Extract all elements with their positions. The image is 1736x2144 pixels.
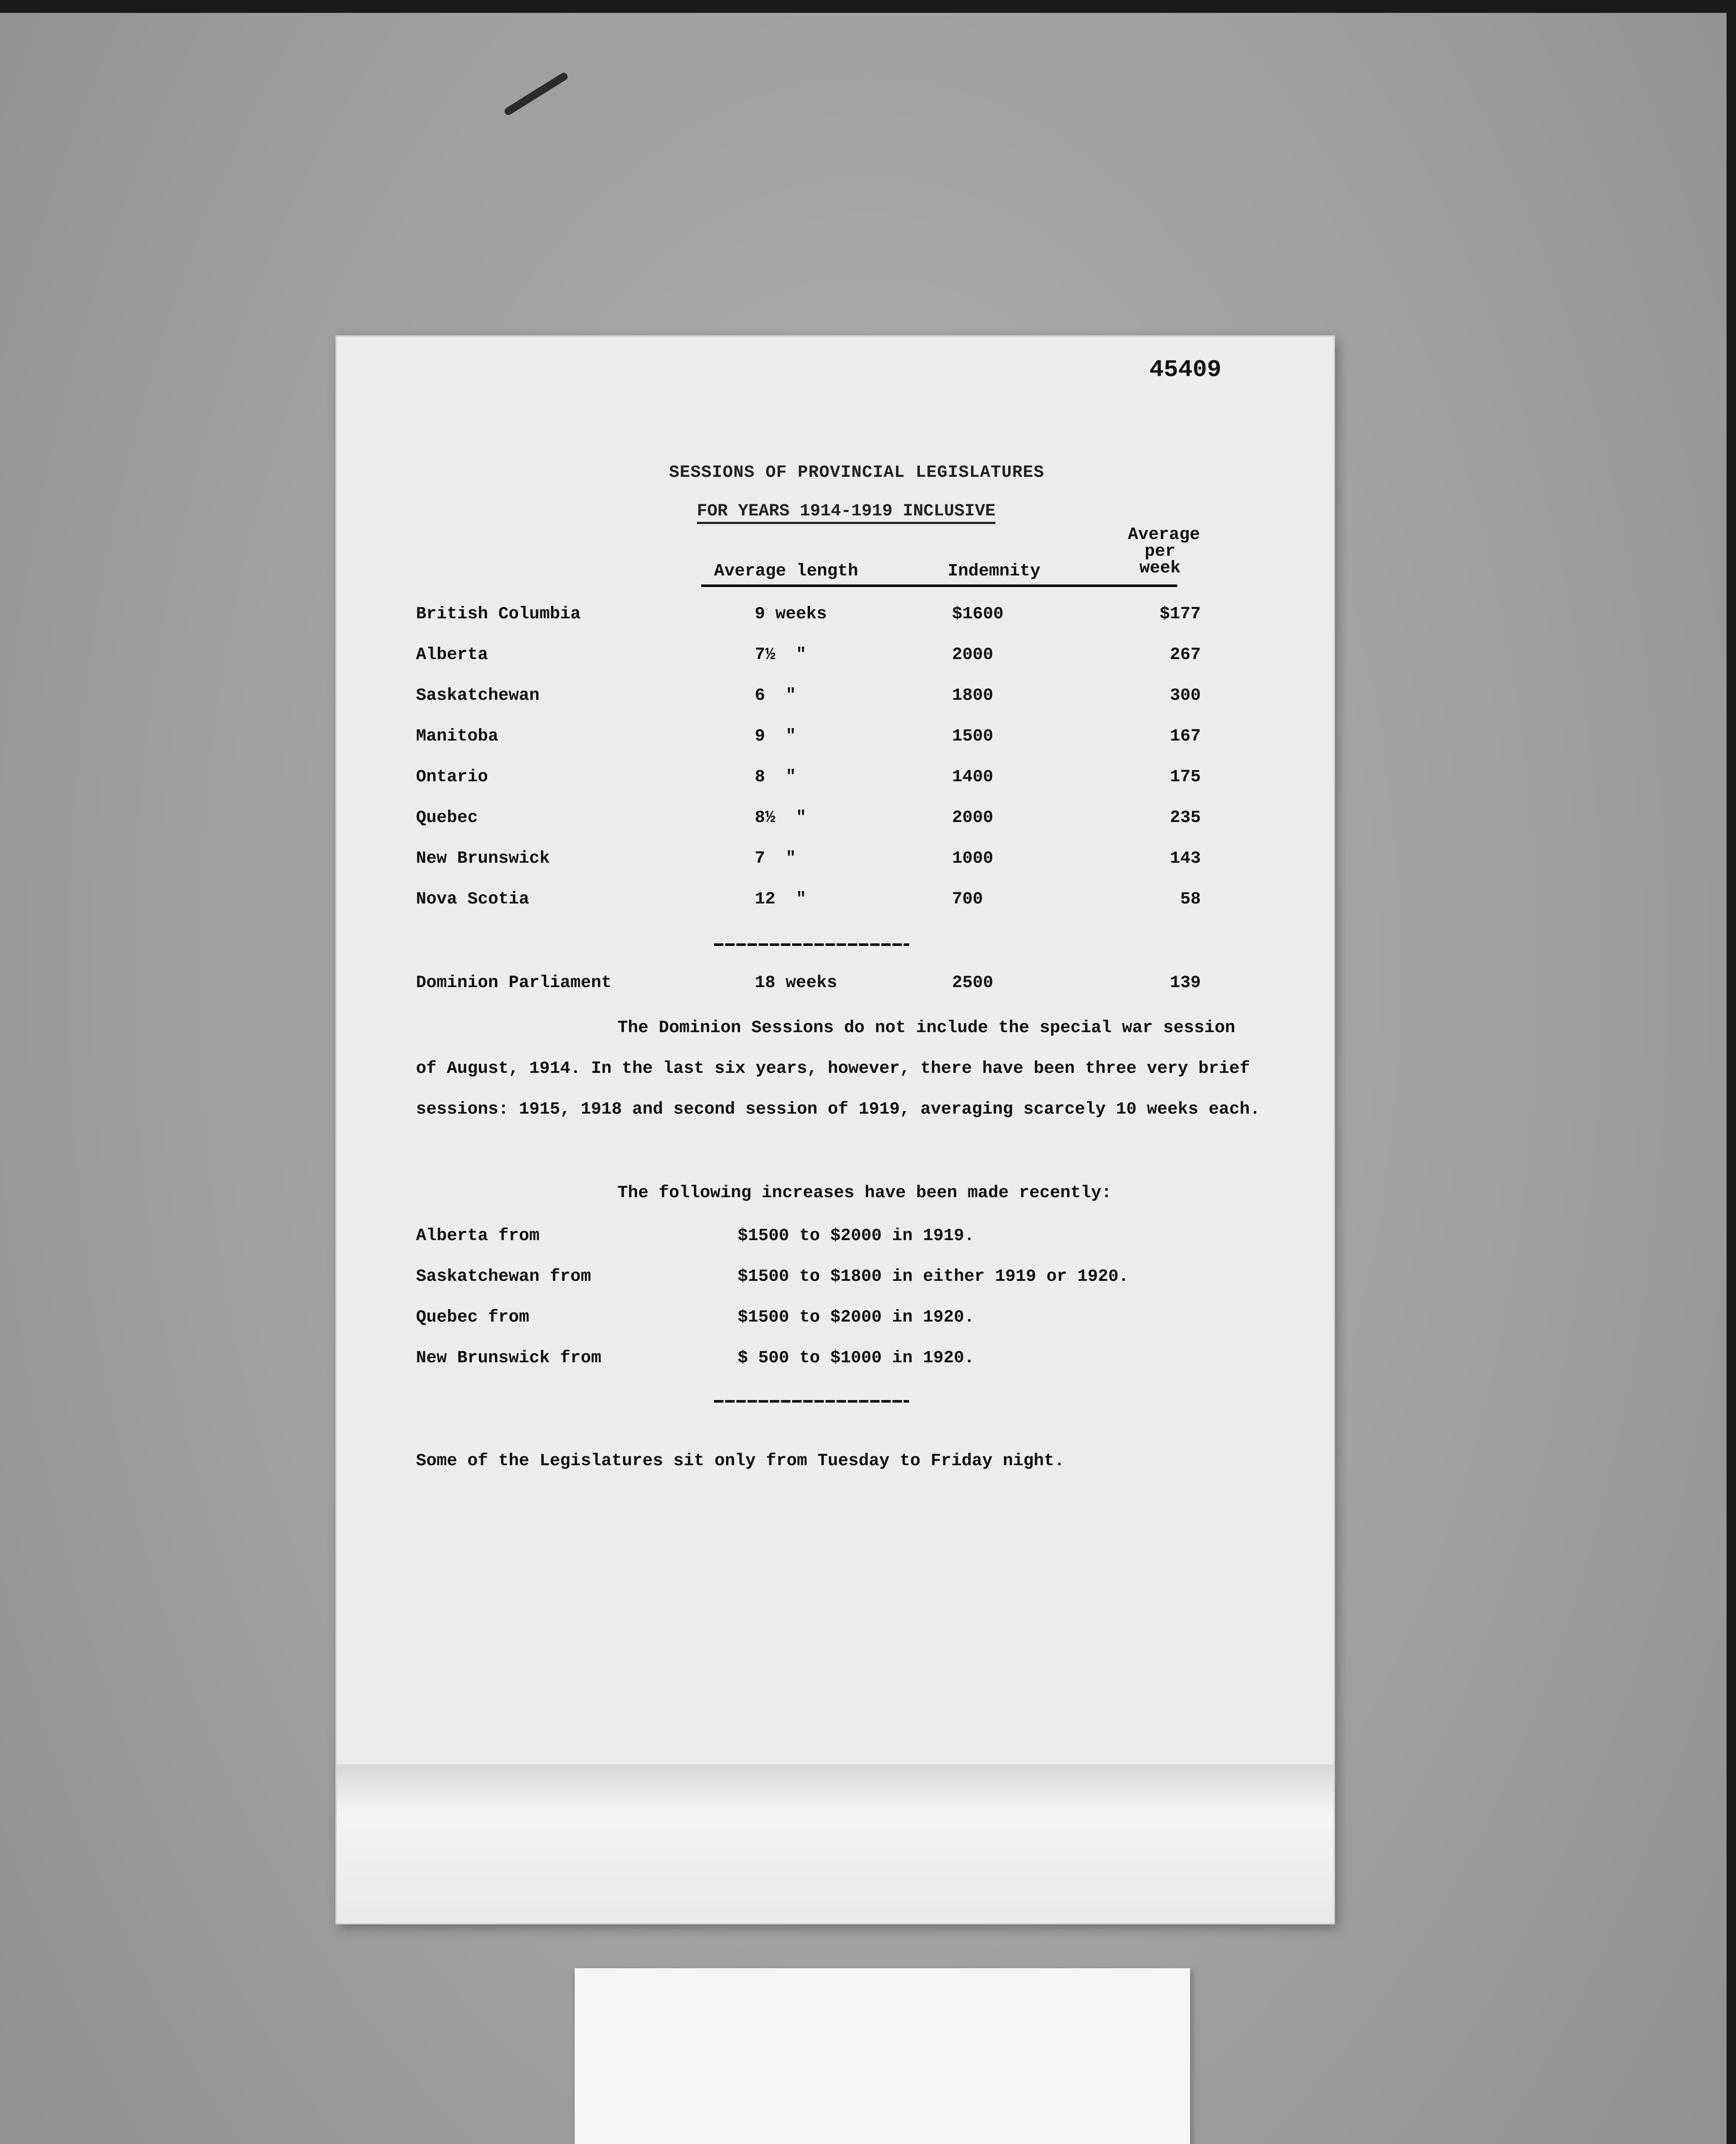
column-header-length: Average length: [714, 562, 859, 581]
province-name: Manitoba: [416, 727, 499, 746]
column-header-indemnity: Indemnity: [948, 562, 1041, 581]
index-card: [575, 1968, 1190, 2144]
province-name: New Brunswick: [416, 849, 550, 868]
increase-value: $1500 to $1800 in either 1919 or 1920.: [738, 1267, 1129, 1286]
average-length: 7 ": [755, 849, 796, 868]
province-name: Nova Scotia: [416, 890, 530, 909]
increase-label: Quebec from: [416, 1308, 530, 1327]
indemnity: 2000: [952, 808, 994, 828]
average-per-week: 235: [1169, 808, 1201, 828]
province-name: Saskatchewan: [416, 686, 540, 705]
average-length: 8 ": [755, 768, 796, 787]
section-divider: [714, 1400, 909, 1403]
province-name: British Columbia: [416, 605, 581, 624]
average-per-week: 58: [1180, 890, 1201, 909]
increase-value: $ 500 to $1000 in 1920.: [738, 1349, 975, 1368]
province-name: Ontario: [416, 768, 488, 787]
increase-label: New Brunswick from: [416, 1349, 602, 1368]
indemnity: 700: [952, 890, 983, 909]
header-rule: [701, 584, 1177, 587]
average-length: 12 ": [755, 890, 807, 909]
average-per-week: 143: [1169, 849, 1201, 868]
closing-note: Some of the Legislatures sit only from Tuesday to Friday night.: [416, 1451, 1065, 1471]
average-per-week: 175: [1169, 768, 1201, 787]
average-length: 9 ": [755, 727, 796, 746]
dominion-length: 18 weeks: [755, 973, 838, 993]
increase-label: Alberta from: [416, 1226, 540, 1246]
paper-fold: [337, 1765, 1334, 1923]
column-header-per-week-line2: per: [1144, 542, 1175, 561]
indemnity: 1400: [952, 768, 994, 787]
document-title: SESSIONS OF PROVINCIAL LEGISLATURES: [669, 463, 1045, 482]
average-per-week: 267: [1169, 645, 1201, 665]
average-per-week: 300: [1169, 686, 1201, 705]
indemnity: 1800: [952, 686, 994, 705]
increases-intro: The following increases have been made recently:: [618, 1183, 1112, 1203]
document-subtitle: FOR YEARS 1914-1919 INCLUSIVE: [697, 502, 995, 524]
average-per-week: $177: [1159, 605, 1201, 624]
indemnity: 1000: [952, 849, 994, 868]
average-per-week: 167: [1169, 727, 1201, 746]
document-page: [337, 337, 1334, 1923]
average-length: 6 ": [755, 686, 796, 705]
column-header-per-week-line3: week: [1139, 559, 1181, 578]
dominion-per-week: 139: [1169, 973, 1201, 993]
indemnity: 2000: [952, 645, 994, 665]
section-divider: [714, 943, 909, 946]
column-header-per-week-line1: Average: [1128, 525, 1200, 545]
document-number: 45409: [1149, 356, 1222, 383]
indemnity: $1600: [952, 605, 1004, 624]
column-header-per-week: [1128, 525, 1200, 578]
average-length: 9 weeks: [755, 605, 827, 624]
frame-right-edge: [1727, 0, 1736, 2144]
scratch-mark: [503, 71, 569, 116]
frame-top-edge: [0, 0, 1736, 13]
increase-value: $1500 to $2000 in 1919.: [738, 1226, 975, 1246]
average-length: 7½ ": [755, 645, 807, 665]
dominion-paragraph: The Dominion Sessions do not include the special war session of August, 1914. In the last six years, however, there have been three very brief sessions: 1915, 1918 and second session of 1919, averaging scarcely 10 weeks each.: [416, 1018, 1260, 1119]
increase-value: $1500 to $2000 in 1920.: [738, 1308, 975, 1327]
province-name: Alberta: [416, 645, 488, 665]
dominion-indemnity: 2500: [952, 973, 994, 993]
province-name: Quebec: [416, 808, 478, 828]
increase-label: Saskatchewan from: [416, 1267, 591, 1286]
average-length: 8½ ": [755, 808, 807, 828]
indemnity: 1500: [952, 727, 994, 746]
dominion-name: Dominion Parliament: [416, 973, 612, 993]
